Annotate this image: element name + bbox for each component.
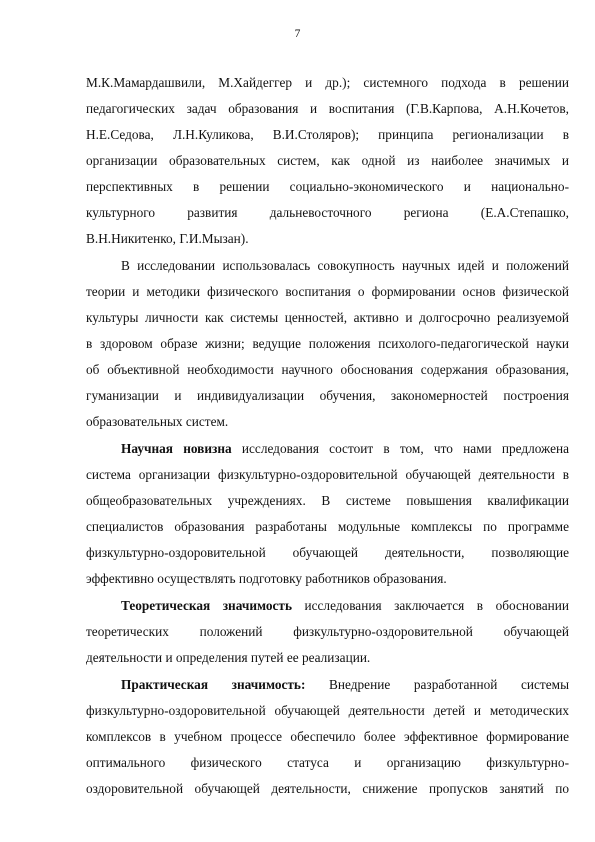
paragraph-1-line-1: М.К.Мамардашвили, М.Хайдеггер и др.); системного подхода в решении bbox=[86, 75, 569, 90]
paragraph-3-line-3: общеобразовательных учреждениях. В системе повышения квалификации bbox=[86, 493, 569, 508]
paragraph-5-line-4: оптимального физического статуса и организацию физкультурно- bbox=[86, 755, 569, 770]
paragraph-5-line-3: комплексов в учебном процессе обеспечило более эффективное формирование bbox=[86, 729, 569, 744]
paragraph-4-line-1 bbox=[121, 597, 569, 615]
paragraph-2-line-5: об объективной необходимости научного обоснования содержания образования, bbox=[86, 362, 569, 377]
paragraph-3-line-5: физкультурно-оздоровительной обучающей деятельности, позволяющие bbox=[86, 545, 569, 560]
paragraph-3-line-2: система организации физкультурно-оздоровительной обучающей деятельности в bbox=[86, 467, 569, 482]
paragraph-1-line-6: культурного развития дальневосточного региона (Е.А.Степашко, bbox=[86, 205, 569, 220]
paragraph-1-line-5: перспективных в решении социально-экономического и национально- bbox=[86, 179, 569, 194]
paragraph-2-line-7: образовательных систем. bbox=[86, 414, 229, 429]
paragraph-5-line-5: оздоровительной обучающей деятельности, снижение пропусков занятий по bbox=[86, 781, 569, 796]
paragraph-3-line-6: эффективно осуществлять подготовку работников образования. bbox=[86, 571, 447, 586]
paragraph-5-line-1-text: Внедрение разработанной системы bbox=[305, 677, 569, 692]
paragraph-2-line-1: В исследовании использовалась совокупность научных идей и положений bbox=[121, 258, 569, 273]
scientific-novelty-heading: Научная новизна bbox=[121, 441, 232, 456]
paragraph-4-line-3: деятельности и определения путей ее реализации. bbox=[86, 650, 371, 665]
page-number: 7 bbox=[294, 28, 301, 40]
paragraph-5-line-2: физкультурно-оздоровительной обучающей деятельности детей и методических bbox=[86, 703, 569, 718]
paragraph-4-line-1-text: исследования заключается в обосновании bbox=[291, 598, 569, 613]
paragraph-3-line-4: специалистов образования разработаны модульные комплексы по программе bbox=[86, 519, 569, 534]
paragraph-4-line-2: теоретических положений физкультурно-оздоровительной обучающей bbox=[86, 624, 569, 639]
paragraph-3-line-1-text: исследования состоит в том, что нами предложена bbox=[231, 441, 569, 456]
paragraph-1-line-4: организации образовательных систем, как одной из наиболее значимых и bbox=[86, 153, 569, 168]
practical-significance-heading: Практическая значимость: bbox=[121, 677, 306, 692]
paragraph-2-line-6: гуманизации и индивидуализации обучения, закономерностей построения bbox=[86, 388, 569, 403]
paragraph-1-line-3: Н.Е.Седова, Л.Н.Куликова, В.И.Столяров); принципа регионализации в bbox=[86, 127, 569, 142]
paragraph-2-line-2: теории и методики физического воспитания о формировании основ физической bbox=[86, 284, 569, 299]
paragraph-2-line-3: культуры личности как системы ценностей, активно и долгосрочно реализуемой bbox=[86, 310, 569, 325]
theoretical-significance-heading: Теоретическая значимость bbox=[121, 598, 292, 613]
paragraph-1-line-2: педагогических задач образования и воспитания (Г.В.Карпова, А.Н.Кочетов, bbox=[86, 101, 569, 116]
paragraph-3-line-1 bbox=[121, 440, 569, 458]
paragraph-1-line-7: В.Н.Никитенко, Г.И.Мызан). bbox=[86, 231, 249, 246]
paragraph-2-line-4: в здоровом образе жизни; ведущие положения психолого-педагогической науки bbox=[86, 336, 569, 351]
paragraph-5-line-1 bbox=[121, 676, 569, 694]
